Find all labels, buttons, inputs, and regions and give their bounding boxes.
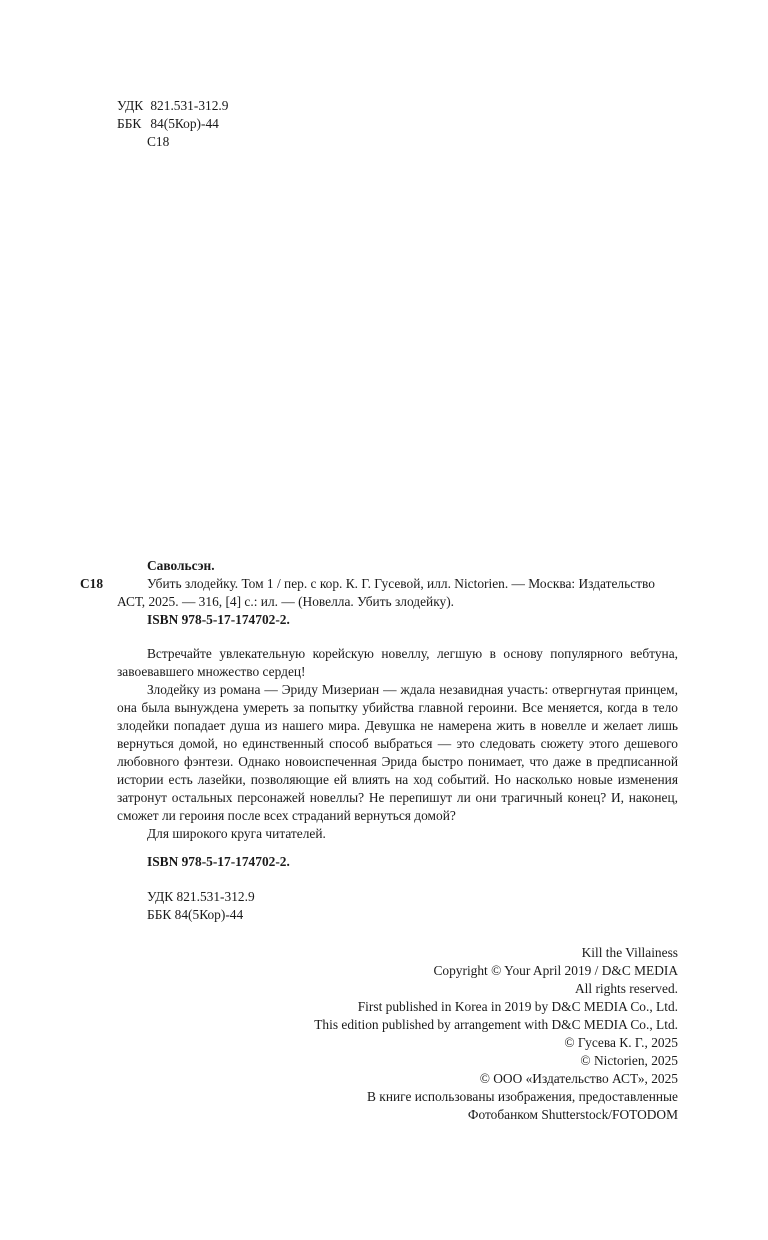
catalog-author-code: С18 xyxy=(80,576,104,591)
copyright-line: This edition published by arrangement with D&C MEDIA Co., Ltd. xyxy=(314,1017,678,1032)
copyright-line: All rights reserved. xyxy=(574,981,678,996)
copyright-line: Copyright © Your April 2019 / D&C MEDIA xyxy=(433,963,678,978)
footer-isbn: ISBN 978-5-17-174702-2. xyxy=(147,854,290,869)
top-bbk xyxy=(117,115,219,132)
udk-label: УДК xyxy=(117,98,144,113)
copyright-line: В книге использованы изображения, предоставленные xyxy=(367,1089,678,1104)
catalog-description-line1: Убить злодейку. Том 1 / пер. с кор. К. Г. Гусевой, илл. Nictorien. — Москва: Издательство xyxy=(147,576,655,591)
annotation-paragraph: Для широкого круга читателей. xyxy=(147,826,326,841)
catalog-isbn: ISBN 978-5-17-174702-2. xyxy=(147,612,290,627)
copyright-line: © ООО «Издательство АСТ», 2025 xyxy=(479,1071,678,1086)
copyright-line: Фотобанком Shutterstock/FOTODOM xyxy=(467,1107,678,1122)
copyright-line: © Гусева К. Г., 2025 xyxy=(564,1035,678,1050)
copyright-line: © Nictorien, 2025 xyxy=(580,1053,678,1068)
annotation xyxy=(117,645,678,843)
footer-udk: УДК 821.531-312.9 xyxy=(147,889,255,904)
catalog-description-line2: АСТ, 2025. — 316, [4] с.: ил. — (Новелла. Убить злодейку). xyxy=(117,594,455,609)
bbk-label: ББК xyxy=(117,116,142,131)
top-udk xyxy=(117,97,228,114)
copyright-block xyxy=(314,944,678,1124)
top-author-code: С18 xyxy=(147,134,170,149)
bbk-value: 84(5Кор)-44 xyxy=(150,116,219,131)
copyright-line: First published in Korea in 2019 by D&C MEDIA Co., Ltd. xyxy=(357,999,678,1014)
udk-value: 821.531-312.9 xyxy=(150,98,229,113)
annotation-paragraph: Встречайте увлекательную корейскую новеллу, легшую в основу популярного вебтуна, завоевавшего множество сердец! xyxy=(117,646,678,679)
catalog-author: Савольсэн. xyxy=(147,558,215,573)
footer-bbk: ББК 84(5Кор)-44 xyxy=(147,907,244,922)
annotation-paragraph: Злодейку из романа — Эриду Мизериан — ждала незавидная участь: отвергнутая принцем, она была вынуждена умереть за попытку убийства главной героини. Все меняется, когда в тело злодейки попадает душа из нашего мира. Девушка не намерена жить в новелле и желает лишь вернуться домой, но единственный способ выбраться — это следовать сюжету этого дешевого любовного фэнтези. Однако новоиспеченная Эрида быстро понимает, что даже в предписанной истории есть лазейки, позволяющие ей влиять на ход событий. Но насколько новые изменения затронут остальных персонажей новеллы? Не перепишут ли они трагичный конец? И, наконец, сможет ли героиня после всех страданий вернуться домой? xyxy=(117,682,678,823)
copyright-line: Kill the Villainess xyxy=(581,945,678,960)
